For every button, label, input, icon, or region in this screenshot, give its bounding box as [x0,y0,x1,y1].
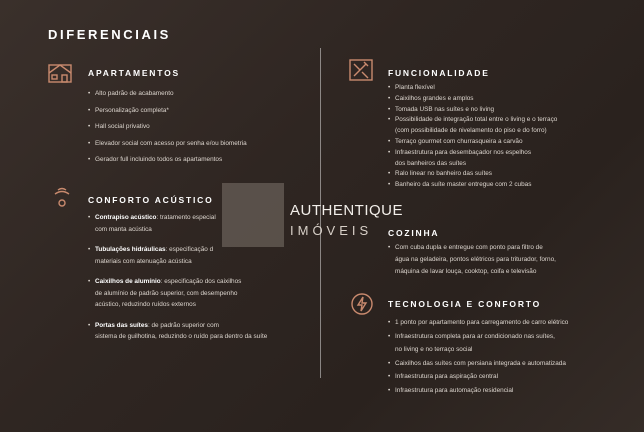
list-item: • 1 ponto por apartamento para carregamento de carro elétrico [388,316,568,330]
list-item: • Caixilhos grandes e amplos [388,94,557,105]
tecnologia-title: TECNOLOGIA E CONFORTO [388,299,542,309]
list-item: • Tomada USB nas suítes e no living [388,105,557,116]
conforto-acustico-title: CONFORTO ACÚSTICO [88,195,214,205]
list-item: • Ralo linear no banheiro das suítes [388,169,557,180]
list-item: • Possibilidade de integração total entre o living e o terraço [388,115,557,126]
list-item-continuation: água na geladeira, pontos elétricos para triturador, forno, [395,256,556,263]
list-item: • Infraestrutura para aspiração central [388,370,568,384]
list-item: • Hall social privativo [88,119,247,136]
list-item: • Banheiro da suíte master entregue com 2 cubas [388,180,557,191]
cozinha-title: COZINHA [388,228,440,238]
watermark-line1: AUTHENTIQUE [290,202,404,219]
list-item: • Portas das suítes: de padrão superior com sistema de guilhotina, reduzindo o ruído para dentro da suíte [88,320,267,343]
list-item: • Caixilhos das suítes com persiana integrada e automatizada [388,357,568,371]
funcionalidade-list [388,83,557,191]
list-item: • Caixilhos de alumínio: especificação dos caixilhos de alumínio de padrão superior, com desempenho acústico, reduzindo ruídos externos [88,276,267,311]
list-item: • Infraestrutura para automação residencial [388,384,568,398]
list-item: • Planta flexível [388,83,557,94]
list-item: • Alto padrão de acabamento [88,86,247,103]
apartamentos-list [88,86,247,169]
apartamentos-title: APARTAMENTOS [88,68,180,78]
watermark-building-mark [222,183,284,247]
list-item: • Terraço gourmet com churrasqueira a carvão [388,137,557,148]
list-item: • Com cuba dupla e entregue com ponto para filtro de [388,242,556,254]
watermark-line2: IMÓVEIS [290,223,373,238]
tecnologia-list [388,316,568,397]
floorplan-icon [47,61,73,85]
list-item: • Contrapiso acústico: tratamento especial com manta acústica [88,212,267,235]
list-item-continuation: máquina de lavar louça, cooktop, coifa e televisão [395,268,537,275]
funcionalidade-title: FUNCIONALIDADE [388,68,490,78]
list-item: • Infraestrutura para desembaçador nos espelhos [388,148,557,159]
list-item: • Elevador social com acesso por senha e/ou biometria [88,136,247,153]
list-item-continuation: dos banheiros das suítes [395,159,467,167]
sound-icon [52,186,72,210]
list-item-continuation: (com possibilidade de nivelamento do piso e do forro) [395,127,547,135]
energy-icon [350,292,374,316]
page-title: DIFERENCIAIS [48,27,171,42]
list-item: • Personalização completa* [88,103,247,120]
list-item-continuation: no living e no terraço social [395,346,473,353]
list-item: • Tubulações hidráulicas: especificação d materiais com atenuação acústica [88,244,267,267]
watermark-logo [222,178,422,248]
list-item: • Gerador full incluindo todos os apartamentos [88,152,247,169]
list-item: • Infraestrutura completa para ar condicionado nas suítes, [388,330,568,344]
tools-icon [348,58,374,82]
